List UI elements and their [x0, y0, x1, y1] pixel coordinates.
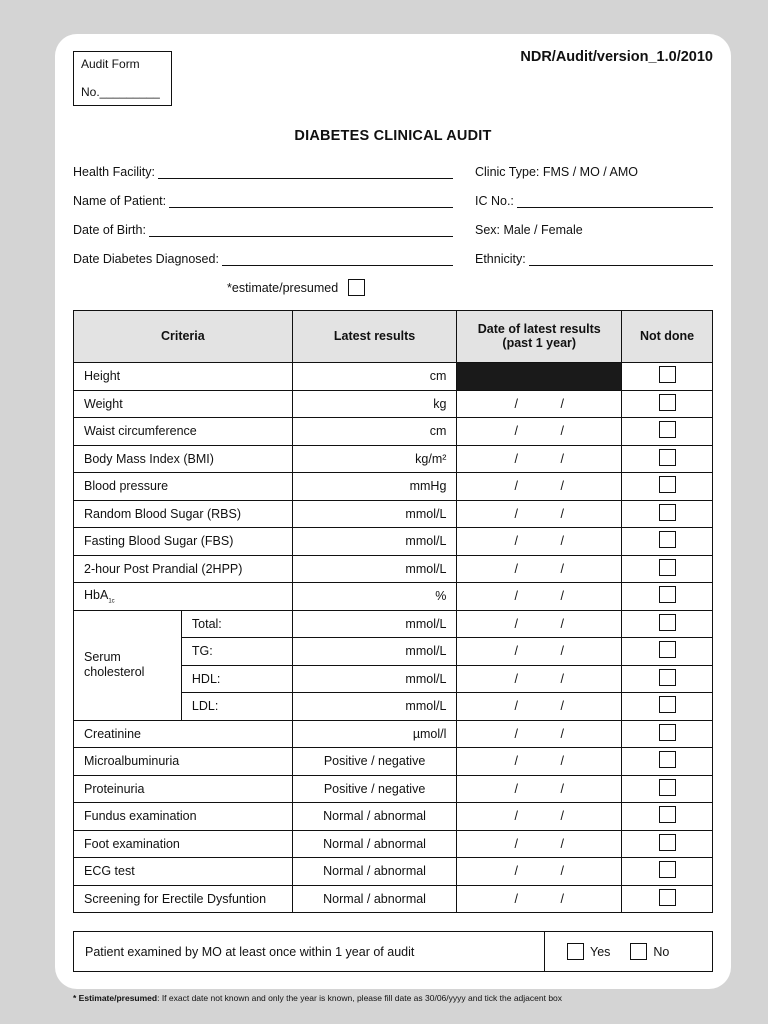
not-done-cell [622, 885, 713, 913]
date-cell[interactable] [457, 748, 622, 776]
mo-examination-options [545, 932, 712, 971]
criteria-text: Foot examination [84, 836, 180, 851]
table-row [74, 445, 713, 473]
date-cell[interactable] [457, 390, 622, 418]
result-unit: mmol/L [405, 561, 447, 576]
result-unit: Positive / negative [323, 781, 426, 796]
mo-no-checkbox[interactable] [630, 943, 647, 960]
table-row [74, 390, 713, 418]
latest-result-cell[interactable] [292, 775, 457, 803]
latest-result-cell[interactable] [292, 445, 457, 473]
latest-result-cell[interactable] [292, 720, 457, 748]
not-done-cell [622, 555, 713, 583]
serum-item-label [181, 693, 292, 721]
not-done-checkbox[interactable] [659, 421, 676, 438]
date-cell[interactable] [457, 555, 622, 583]
table-row [74, 775, 713, 803]
patient-name-field[interactable] [73, 194, 453, 208]
not-done-cell [622, 473, 713, 501]
criteria-text: Random Blood Sugar (RBS) [84, 506, 242, 521]
date-cell[interactable] [457, 665, 622, 693]
date-slash: / [560, 699, 564, 714]
table-row [74, 500, 713, 528]
date-slash: / [560, 644, 564, 659]
mo-yes-label: Yes [590, 944, 611, 959]
criteria-text: Weight [84, 396, 123, 411]
date-slash: / [560, 506, 564, 521]
date-cell-disabled [457, 363, 622, 391]
date-slash: / [560, 836, 564, 851]
not-done-cell [622, 445, 713, 473]
not-done-cell [622, 638, 713, 666]
not-done-checkbox[interactable] [659, 476, 676, 493]
criteria-subscript: 1c [108, 598, 115, 605]
not-done-checkbox[interactable] [659, 366, 676, 383]
date-slash: / [514, 836, 518, 851]
date-slash: / [514, 671, 518, 686]
criteria-cell [74, 720, 293, 748]
page-title: DIABETES CLINICAL AUDIT [294, 128, 492, 144]
table-row [74, 885, 713, 913]
latest-result-cell[interactable] [292, 748, 457, 776]
table-row [74, 363, 713, 391]
criteria-cell [74, 473, 293, 501]
footnote [73, 993, 562, 1003]
date-of-birth-field[interactable] [73, 223, 453, 237]
not-done-checkbox[interactable] [659, 724, 676, 741]
table-row [74, 583, 713, 611]
criteria-cell [74, 858, 293, 886]
latest-result-cell[interactable] [292, 473, 457, 501]
result-unit: Normal / abnormal [323, 809, 426, 824]
date-slash: / [560, 424, 564, 439]
date-cell[interactable] [457, 583, 622, 611]
table-row [74, 720, 713, 748]
date-slash: / [514, 754, 518, 769]
result-unit: kg [433, 396, 447, 411]
date-slash: / [514, 809, 518, 824]
result-unit: mmol/L [405, 506, 447, 521]
criteria-cell [74, 830, 293, 858]
date-header [457, 311, 622, 363]
date-cell[interactable] [457, 803, 622, 831]
criteria-text: Waist circumference [84, 424, 197, 439]
date-slash: / [560, 479, 564, 494]
date-slash: / [514, 561, 518, 576]
result-unit: kg/m² [415, 451, 447, 466]
not-done-cell [622, 583, 713, 611]
latest-result-cell[interactable] [292, 830, 457, 858]
latest-result-cell[interactable] [292, 803, 457, 831]
date-diagnosed-field[interactable] [73, 252, 453, 266]
latest-result-cell[interactable] [292, 390, 457, 418]
clinic-type-field[interactable] [475, 165, 638, 179]
table-row [74, 528, 713, 556]
criteria-text: Fundus examination [84, 809, 197, 824]
ethnicity-label: Ethnicity: [475, 252, 526, 266]
date-slash: / [514, 534, 518, 549]
not-done-checkbox[interactable] [659, 696, 676, 713]
estimate-checkbox[interactable] [348, 279, 365, 296]
table-row [74, 748, 713, 776]
result-unit: µmol/l [412, 726, 447, 741]
not-done-cell [622, 363, 713, 391]
result-unit: mmol/L [405, 616, 447, 631]
date-header-line2: (past 1 year) [502, 335, 577, 350]
date-of-birth-line[interactable] [149, 225, 453, 237]
audit-form-label: Audit Form [81, 57, 140, 71]
table-row [74, 555, 713, 583]
date-slash: / [560, 561, 564, 576]
date-cell[interactable] [457, 610, 622, 638]
result-unit: cm [429, 369, 447, 384]
not-done-checkbox[interactable] [659, 834, 676, 851]
table-row [74, 858, 713, 886]
mo-examination-text: Patient examined by MO at least once within 1 year of audit [74, 932, 545, 971]
not-done-cell [622, 500, 713, 528]
not-done-checkbox[interactable] [659, 586, 676, 603]
criteria-cell [74, 748, 293, 776]
latest-result-cell[interactable] [292, 665, 457, 693]
date-slash: / [514, 781, 518, 796]
result-unit: mmol/L [405, 534, 447, 549]
date-cell[interactable] [457, 445, 622, 473]
not-done-cell [622, 390, 713, 418]
date-slash: / [560, 754, 564, 769]
date-slash: / [560, 726, 564, 741]
date-cell[interactable] [457, 638, 622, 666]
result-unit: % [435, 589, 447, 604]
not-done-cell [622, 775, 713, 803]
result-unit: mmol/L [405, 644, 447, 659]
table-row [74, 830, 713, 858]
date-cell[interactable] [457, 528, 622, 556]
criteria-cell [74, 363, 293, 391]
date-cell[interactable] [457, 885, 622, 913]
latest-result-cell[interactable] [292, 858, 457, 886]
not-done-checkbox[interactable] [659, 531, 676, 548]
audit-criteria-table [73, 310, 713, 913]
not-done-checkbox[interactable] [659, 806, 676, 823]
result-unit: mmol/L [405, 671, 447, 686]
health-facility-field[interactable] [73, 165, 453, 179]
patient-name-line[interactable] [169, 196, 453, 208]
not-done-cell [622, 610, 713, 638]
form-version: NDR/Audit/version_1.0/2010 [520, 49, 713, 65]
health-facility-line[interactable] [158, 167, 453, 179]
ic-no-label: IC No.: [475, 194, 514, 208]
criteria-text: Blood pressure [84, 479, 169, 494]
not-done-cell [622, 858, 713, 886]
latest-result-cell[interactable] [292, 693, 457, 721]
date-cell[interactable] [457, 418, 622, 446]
criteria-cell [74, 390, 293, 418]
criteria-cell [74, 445, 293, 473]
date-slash: / [560, 616, 564, 631]
criteria-text: Screening for Erectile Dysfuntion [84, 891, 267, 906]
date-slash: / [560, 809, 564, 824]
estimate-label: *estimate/presumed [227, 280, 339, 295]
ic-no-line[interactable] [517, 196, 713, 208]
criteria-text: Microalbuminuria [84, 754, 180, 769]
latest-result-cell[interactable] [292, 500, 457, 528]
audit-form-no-label[interactable]: No._________ [81, 85, 160, 99]
not-done-checkbox[interactable] [659, 504, 676, 521]
not-done-cell [622, 748, 713, 776]
result-unit: Normal / abnormal [323, 836, 426, 851]
date-cell[interactable] [457, 500, 622, 528]
criteria-cell [74, 583, 293, 611]
date-slash: / [514, 726, 518, 741]
patient-name-label: Name of Patient: [73, 194, 167, 208]
not-done-checkbox[interactable] [659, 779, 676, 796]
criteria-cell [74, 885, 293, 913]
footnote-text: : If exact date not known and only the year is known, please fill date as 30/06/yyyy and tick the adjacent box [157, 993, 563, 1003]
audit-form-sheet [55, 34, 731, 989]
criteria-text: Body Mass Index (BMI) [84, 451, 214, 466]
date-slash: / [560, 534, 564, 549]
table-row [74, 803, 713, 831]
health-facility-label: Health Facility: [73, 165, 155, 179]
result-unit: Positive / negative [323, 754, 426, 769]
date-slash: / [514, 506, 518, 521]
date-cell[interactable] [457, 473, 622, 501]
serum-item-label [181, 638, 292, 666]
serum-cholesterol-label [74, 610, 182, 720]
not-done-cell [622, 665, 713, 693]
latest-result-cell[interactable] [292, 418, 457, 446]
date-slash: / [514, 479, 518, 494]
result-unit: Normal / abnormal [323, 864, 426, 879]
date-slash: / [560, 781, 564, 796]
not-done-cell [622, 528, 713, 556]
table-header-row [74, 311, 713, 363]
criteria-cell [74, 803, 293, 831]
not-done-cell [622, 803, 713, 831]
date-slash: / [514, 864, 518, 879]
date-slash: / [514, 589, 518, 604]
date-cell[interactable] [457, 693, 622, 721]
criteria-text: Creatinine [84, 726, 141, 741]
result-unit: mmHg [409, 479, 447, 494]
date-cell[interactable] [457, 775, 622, 803]
date-slash: / [560, 671, 564, 686]
date-slash: / [514, 644, 518, 659]
latest-result-cell[interactable] [292, 610, 457, 638]
mo-yes-checkbox[interactable] [567, 943, 584, 960]
serum-item-label [181, 610, 292, 638]
not-done-checkbox[interactable] [659, 394, 676, 411]
not-done-checkbox[interactable] [659, 751, 676, 768]
mo-no-label: No [653, 944, 670, 959]
not-done-checkbox[interactable] [659, 669, 676, 686]
date-of-birth-label: Date of Birth: [73, 223, 146, 237]
latest-result-cell[interactable] [292, 638, 457, 666]
footnote-bold: * Estimate/presumed [73, 993, 158, 1003]
latest-result-cell[interactable] [292, 583, 457, 611]
ethnicity-field[interactable] [475, 252, 713, 266]
not-done-checkbox[interactable] [659, 641, 676, 658]
ic-no-field[interactable] [475, 194, 713, 208]
not-done-checkbox[interactable] [659, 449, 676, 466]
date-slash: / [560, 589, 564, 604]
not-done-header: Not done [622, 311, 713, 363]
criteria-cell [74, 500, 293, 528]
not-done-checkbox[interactable] [659, 559, 676, 576]
date-diagnosed-line[interactable] [222, 254, 453, 266]
serum-item-text: HDL: [191, 671, 221, 686]
mo-examination-box [73, 931, 713, 972]
criteria-text: 2-hour Post Prandial (2HPP) [84, 561, 243, 576]
serum-item-text: Total: [191, 616, 222, 631]
date-slash: / [514, 424, 518, 439]
latest-result-cell[interactable] [292, 885, 457, 913]
serum-label-line2: cholesterol [84, 665, 145, 679]
result-unit: mmol/L [405, 699, 447, 714]
not-done-checkbox[interactable] [659, 889, 676, 906]
date-cell[interactable] [457, 858, 622, 886]
criteria-cell [74, 775, 293, 803]
clinic-type-label: Clinic Type: FMS / MO / AMO [475, 165, 638, 179]
date-slash: / [514, 396, 518, 411]
sex-field[interactable] [475, 223, 583, 237]
not-done-checkbox[interactable] [659, 614, 676, 631]
serum-item-text: LDL: [191, 699, 219, 714]
latest-result-cell[interactable] [292, 555, 457, 583]
not-done-cell [622, 418, 713, 446]
not-done-cell [622, 693, 713, 721]
criteria-text: Fasting Blood Sugar (FBS) [84, 534, 234, 549]
ethnicity-line[interactable] [529, 254, 713, 266]
criteria-cell [74, 555, 293, 583]
criteria-header: Criteria [74, 311, 293, 363]
date-slash: / [514, 699, 518, 714]
date-slash: / [514, 891, 518, 906]
criteria-text: Proteinuria [84, 781, 145, 796]
criteria-text: ECG test [84, 864, 135, 879]
date-diagnosed-label: Date Diabetes Diagnosed: [73, 252, 219, 266]
date-header-line1: Date of latest results [477, 321, 601, 336]
date-slash: / [560, 396, 564, 411]
result-unit: cm [429, 424, 447, 439]
serum-label-line1: Serum [84, 650, 121, 664]
serum-item-text: TG: [191, 644, 213, 659]
criteria-cell [74, 528, 293, 556]
serum-item-label [181, 665, 292, 693]
date-cell[interactable] [457, 830, 622, 858]
criteria-text: HbA [84, 588, 109, 602]
latest-results-header: Latest results [292, 311, 457, 363]
table-row [74, 610, 713, 638]
date-slash: / [560, 451, 564, 466]
date-cell[interactable] [457, 720, 622, 748]
not-done-cell [622, 720, 713, 748]
sex-label: Sex: Male / Female [475, 223, 583, 237]
latest-result-cell[interactable] [292, 528, 457, 556]
not-done-checkbox[interactable] [659, 861, 676, 878]
audit-form-number-box [73, 51, 172, 106]
date-slash: / [514, 451, 518, 466]
latest-result-cell[interactable] [292, 363, 457, 391]
table-row [74, 418, 713, 446]
result-unit: Normal / abnormal [323, 891, 426, 906]
criteria-text: Height [84, 369, 121, 384]
date-slash: / [560, 864, 564, 879]
date-slash: / [514, 616, 518, 631]
estimate-field [227, 279, 365, 296]
not-done-cell [622, 830, 713, 858]
date-slash: / [560, 891, 564, 906]
table-row [74, 473, 713, 501]
criteria-cell [74, 418, 293, 446]
